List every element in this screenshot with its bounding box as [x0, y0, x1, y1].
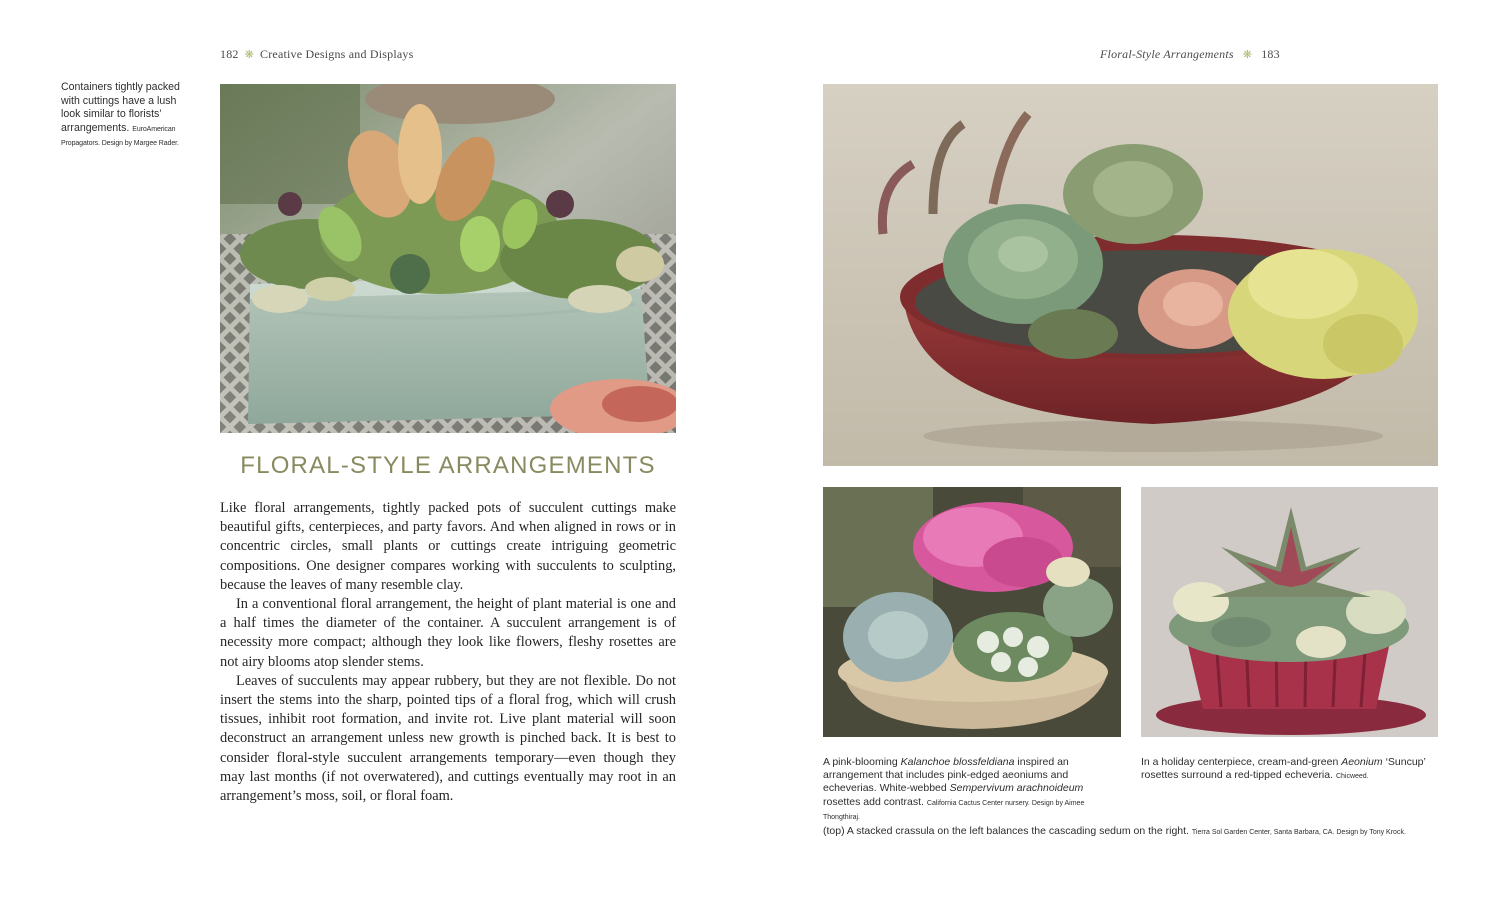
caption-species: Sempervivum arachnoideum — [949, 782, 1084, 795]
section-title: FLORAL-STYLE ARRANGEMENTS — [240, 452, 656, 479]
caption-kalanchoe — [823, 756, 1121, 824]
paragraph: In a conventional floral arrangement, the height of plant material is one and a half times the diameter of the container. A succulent arrangement is of necessity more compact; although they look like flowers, fleshy rosettes are not airy blooms atop slender stems. — [220, 596, 676, 670]
photo-aeonium-centerpiece — [1141, 487, 1438, 737]
left-running-head — [220, 47, 413, 62]
caption-text: rosettes add contrast. — [823, 795, 924, 808]
ornament-icon: ❋ — [1242, 49, 1253, 61]
paragraph: Like floral arrangements, tightly packed pots of succulent cuttings make beautiful gifts, centerpieces, and party favors. And when aligned in rows or in concentric circles, small plants or cuttings create intriguing geometric compositions. One designer compares working with succulents to sculpting, because the leaves of many resemble clay. — [220, 500, 676, 593]
caption-text: ‘Suncup’ rosettes surround a red-tipped echeveria. — [1141, 756, 1426, 782]
caption-text: (top) A stacked crassula on the left balances the cascading sedum on the right. — [823, 825, 1189, 837]
right-running-title: Floral-Style Arrangements — [1100, 47, 1234, 61]
photo-kalanchoe-arrangement — [823, 487, 1121, 737]
caption-text: inspired an arrangement that includes pink-edged aeoniums and echeverias. White-webbed — [823, 756, 1069, 795]
side-caption-credit: EuroAmerican Propagators. Design by Margee Rader. — [61, 125, 179, 147]
ornament-icon: ❋ — [244, 49, 255, 61]
caption-credit: Tierra Sol Garden Center, Santa Barbara, CA. Design by Tony Krock. — [1191, 829, 1406, 836]
caption-text: A pink-blooming — [823, 756, 901, 768]
caption-species: Kalanchoe blossfeldiana — [900, 756, 1015, 768]
caption-credit: California Cactus Center nursery. Design by Aimee Thongthiraj. — [823, 799, 1085, 821]
caption-text: In a holiday centerpiece, cream-and-green — [1141, 756, 1342, 768]
left-running-title: Creative Designs and Displays — [260, 47, 414, 61]
caption-aeonium — [1141, 756, 1438, 783]
left-page-number: 182 — [220, 47, 239, 61]
caption-species: Aeonium — [1341, 756, 1383, 768]
caption-top-photo — [823, 825, 1438, 839]
paragraph: Leaves of succulents may appear rubbery, but they are not flexible. Do not insert the stems into the sharp, pointed tips of a floral frog, which will crush tissues, inhibit root formation, and invite rot. Live plant material will soon deconstruct an arrangement unless new growth is pinched back. It is best to consider floral-style succulent arrangements temporary—even though they may last months (if not overwatered), and cuttings eventually may root in an arrangement’s moss, soil, or floral foam. — [220, 672, 676, 805]
caption-credit: Chicweed. — [1335, 773, 1369, 781]
right-page-number: 183 — [1261, 47, 1280, 61]
photo-red-bowl-arrangement — [823, 84, 1438, 466]
photo-green-container-arrangement — [220, 84, 676, 433]
body-text — [220, 499, 676, 806]
side-caption-text: Containers tightly packed with cuttings have a lush look similar to florists’ arrangements. — [61, 81, 180, 134]
right-running-head — [1100, 47, 1280, 62]
side-caption — [61, 81, 191, 151]
